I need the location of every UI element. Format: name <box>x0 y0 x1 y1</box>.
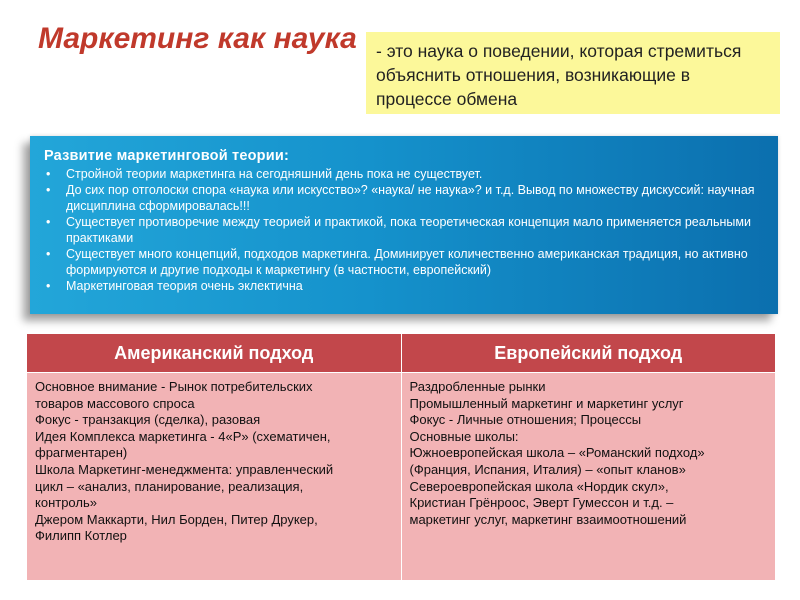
table-header-row <box>27 334 776 373</box>
european-line: Промышленный маркетинг и маркетинг услуг <box>409 395 684 411</box>
european-line: маркетинг услуг, маркетинг взаимоотношений <box>409 511 687 527</box>
slide-title: Маркетинг как наука <box>38 22 357 55</box>
theory-panel <box>30 136 778 314</box>
european-cell <box>401 373 776 581</box>
european-line: Фокус - Личные отношения; Процессы <box>409 412 642 428</box>
european-line: Кристиан Грёнроос, Эверт Гумессон и т.д. – <box>409 495 674 511</box>
theory-heading: Развитие маркетинговой теории: <box>44 148 289 164</box>
table-row <box>27 373 776 581</box>
american-line: Основное внимание - Рынок потребительских <box>35 379 313 394</box>
theory-bullet: • Стройной теории маркетинга на сегодняшний день пока не существует. <box>44 166 764 182</box>
approaches-table <box>26 333 776 581</box>
american-line: фрагментарен) <box>35 445 128 461</box>
american-line: Джером Маккарти, Нил Борден, Питер Друкер, <box>35 511 318 527</box>
european-line: Основные школы: <box>409 428 519 444</box>
theory-bullet-list <box>44 166 764 294</box>
definition-box: - это наука о поведении, которая стремиться объяснить отношения, возникающие в процессе обмена <box>366 32 780 114</box>
american-line: Филипп Котлер <box>35 528 127 544</box>
american-line: Идея Комплекса маркетинга - 4«P» (схематичен, <box>35 428 331 444</box>
american-line: товаров массового спроса <box>35 395 195 411</box>
theory-bullet: • Существует много концепций, подходов маркетинга. Доминирует количественно американская традиция, но активно формируются и другие подходы к маркетингу (в частности, европейский) <box>44 246 764 278</box>
american-line: цикл – «анализ, планирование, реализация, <box>35 478 304 494</box>
american-cell <box>27 373 402 581</box>
header-american: Американский подход <box>27 334 402 373</box>
european-line: Южноевропейская школа – «Романский подход» <box>409 445 705 461</box>
american-line: Школа Маркетинг-менеджмента: управленческий <box>35 461 334 477</box>
theory-bullet: • До сих пор отголоски спора «наука или искусство»? «наука/ не наука»? и т.д. Вывод по множеству дискуссий: научная дисциплина сформировалась!!! <box>44 182 764 214</box>
european-line: Североевропейская школа «Нордик скул», <box>409 478 669 494</box>
american-line: контроль» <box>35 495 97 511</box>
theory-bullet: • Существует противоречие между теорией и практикой, пока теоретическая концепция мало применяется реальными практиками <box>44 214 764 246</box>
american-line: Фокус - транзакция (сделка), разовая <box>35 412 261 428</box>
theory-bullet: • Маркетинговая теория очень эклектична <box>44 278 764 294</box>
european-line: Раздробленные рынки <box>409 379 546 394</box>
header-european: Европейский подход <box>401 334 776 373</box>
european-line: (Франция, Испания, Италия) – «опыт кланов» <box>409 461 686 477</box>
